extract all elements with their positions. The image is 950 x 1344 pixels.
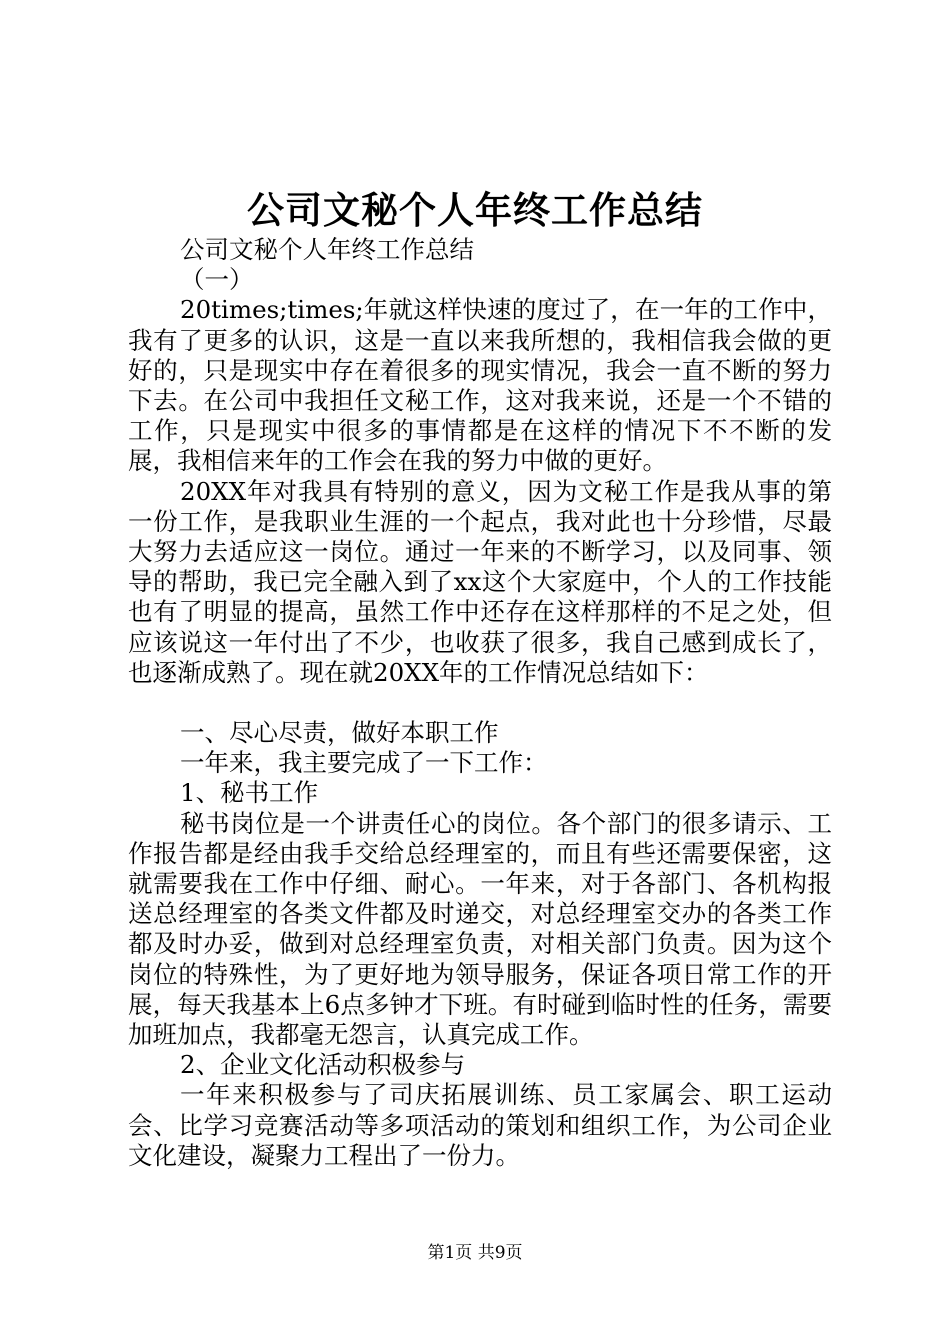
- section-heading: 一、尽心尽责，做好本职工作: [180, 718, 499, 748]
- body-paragraph: 20times;times;年就这样快速的度过了，在一年的工作中，我有了更多的认识，这是一直以来我所想的，我相信我会做的更好的，只是现实中存在着很多的现实情况，我会一直不断的努力下去。在公司中我担任文秘工作，这对我来说，还是一个不错的工作，只是现实中很多的事情都是在这样的情况下不不断的发展，我相信来年的工作会在我的努力中做的更好。: [128, 295, 832, 476]
- subsection-heading: 1、秘书工作: [180, 778, 319, 808]
- subtitle-paragraph: 公司文秘个人年终工作总结: [180, 235, 474, 264]
- body-paragraph: 一年来积极参与了司庆拓展训练、员工家属会、职工运动会、比学习竞赛活动等多项活动的策划和组织工作，为公司企业文化建设，凝聚力工程出了一份力。: [128, 1080, 832, 1170]
- body-paragraph: 秘书岗位是一个讲责任心的岗位。各个部门的很多请示、工作报告都是经由我手交给总经理室的，而且有些还需要保密，这就需要我在工作中仔细、耐心。一年来，对于各部门、各机构报送总经理室的各类文件都及时递交，对总经理室交办的各类工作都及时办妥，做到对总经理室负责，对相关部门负责。因为这个岗位的特殊性，为了更好地为领导服务，保证各项日常工作的开展，每天我基本上6点多钟才下班。有时碰到临时性的任务，需要加班加点，我都毫无怨言，认真完成工作。: [128, 808, 832, 1050]
- paragraph-gap: [128, 688, 832, 718]
- section-number: （一）: [180, 265, 254, 295]
- page-footer: 第1页 共9页: [427, 1243, 523, 1263]
- document-body: [128, 235, 832, 1171]
- document-title: 公司文秘个人年终工作总结: [247, 188, 703, 232]
- body-paragraph: 一年来，我主要完成了一下工作：: [180, 748, 548, 778]
- body-paragraph: 20XX年对我具有特别的意义，因为文秘工作是我从事的第一份工作，是我职业生涯的一个起点，我对此也十分珍惜，尽最大努力去适应这一岗位。通过一年来的不断学习，以及同事、领导的帮助，我已完全融入到了xx这个大家庭中，个人的工作技能也有了明显的提高，虽然工作中还存在这样那样的不足之处，但应该说这一年付出了不少，也收获了很多，我自己感到成长了，也逐渐成熟了。现在就20XX年的工作情况总结如下：: [128, 476, 832, 687]
- subsection-heading: 2、企业文化活动积极参与: [180, 1050, 466, 1080]
